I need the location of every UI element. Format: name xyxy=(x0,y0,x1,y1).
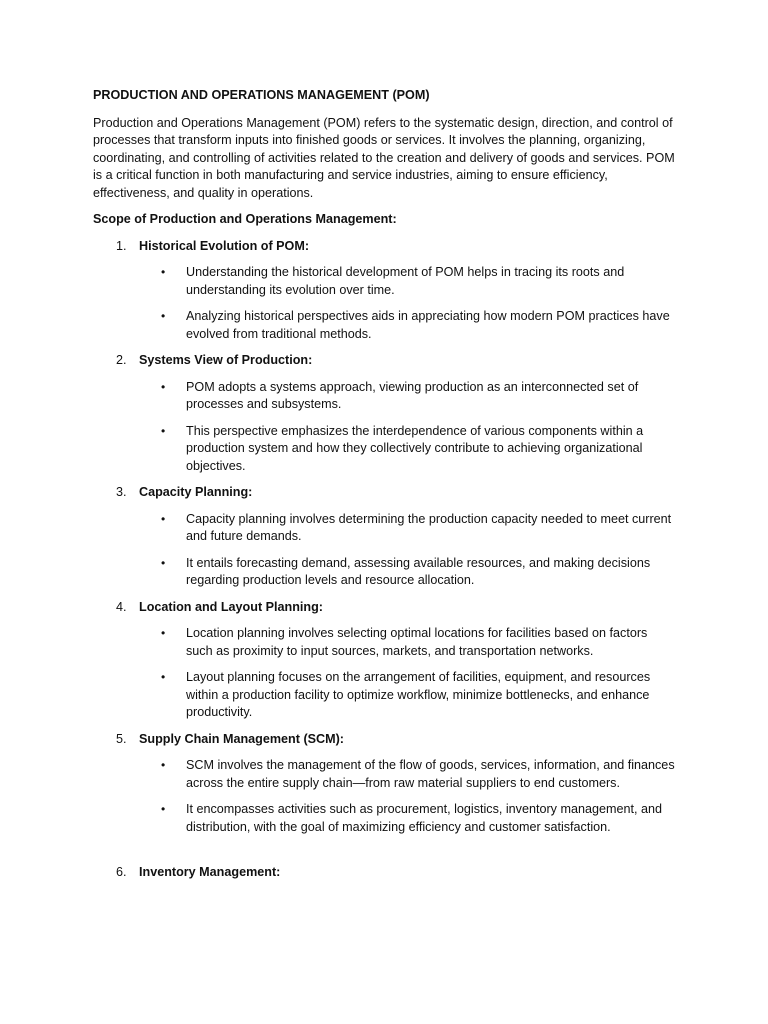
bullet-text: It entails forecasting demand, assessing available resources, and making decisions regarding production levels and resource allocation. xyxy=(186,555,651,587)
bullet-text: Analyzing historical perspectives aids in appreciating how modern POM practices have evolved from traditional methods. xyxy=(186,309,670,341)
section-number: 5. xyxy=(116,731,127,746)
bullet-icon: • xyxy=(161,265,166,279)
section-title: Supply Chain Management (SCM): xyxy=(139,731,345,746)
section-title: Systems View of Production: xyxy=(139,353,313,367)
bullet-item xyxy=(139,669,676,722)
section-item xyxy=(93,599,676,722)
section-title: Historical Evolution of POM: xyxy=(139,238,310,253)
section-item xyxy=(93,352,676,475)
bullet-text: POM adopts a systems approach, viewing production as an interconnected set of processes and subsystems. xyxy=(186,379,639,411)
bullet-icon: • xyxy=(161,802,166,816)
section-item xyxy=(93,484,676,590)
bullet-icon: • xyxy=(161,626,166,640)
bullet-text: Understanding the historical development of POM helps in tracing its roots and understanding its evolution over time. xyxy=(186,265,625,297)
bullet-item xyxy=(139,308,676,343)
bullet-text: Layout planning focuses on the arrangement of facilities, equipment, and resources within a production facility to optimize workflow, minimize bottlenecks, and enhance productivity. xyxy=(186,670,651,719)
section-number: 1. xyxy=(116,238,127,253)
bullet-list xyxy=(139,757,676,836)
document-title: PRODUCTION AND OPERATIONS MANAGEMENT (POM) xyxy=(93,88,430,102)
section-title: Location and Layout Planning: xyxy=(139,599,324,614)
sections-list xyxy=(93,238,676,882)
scope-heading: Scope of Production and Operations Management: xyxy=(93,212,397,226)
bullet-icon: • xyxy=(161,423,166,438)
bullet-text: Location planning involves selecting optimal locations for facilities based on factors such as proximity to input sources, markets, and transportation networks. xyxy=(186,626,648,658)
bullet-item xyxy=(139,264,676,299)
bullet-icon: • xyxy=(161,670,166,684)
section-number: 6. xyxy=(116,865,127,879)
bullet-item xyxy=(139,511,676,546)
intro-paragraph: Production and Operations Management (POM) refers to the systematic design, direction, and control of processes that transform inputs into finished goods or services. It involves the planning, organizing, coordinating, and controlling of activities related to the creation and delivery of goods and services. POM is a critical function in both manufacturing and service industries, aiming to ensure efficiency, effectiveness, and quality in operations. xyxy=(93,115,675,200)
section-number: 2. xyxy=(116,353,127,367)
section-title: Inventory Management: xyxy=(139,865,281,879)
bullet-text: It encompasses activities such as procurement, logistics, inventory management, and distribution, with the goal of maximizing efficiency and customer satisfaction. xyxy=(186,802,662,834)
bullet-item xyxy=(139,625,676,660)
bullet-list xyxy=(139,511,676,590)
bullet-icon: • xyxy=(161,758,166,772)
section-number: 3. xyxy=(116,485,127,499)
bullet-icon: • xyxy=(161,511,166,526)
bullet-item xyxy=(139,555,676,590)
bullet-list xyxy=(139,625,676,722)
section-item xyxy=(93,864,676,882)
bullet-text: This perspective emphasizes the interdependence of various components within a production system and how they collectively contribute to achieving organizational objectives. xyxy=(186,423,644,473)
bullet-icon: • xyxy=(161,555,166,570)
bullet-item xyxy=(139,757,676,792)
section-item xyxy=(93,238,676,344)
bullet-item xyxy=(139,379,676,414)
bullet-item xyxy=(139,423,676,476)
bullet-text: Capacity planning involves determining the production capacity needed to meet current and future demands. xyxy=(186,511,672,543)
section-number: 4. xyxy=(116,599,127,614)
section-spacer xyxy=(93,845,676,864)
bullet-list xyxy=(139,379,676,476)
bullet-text: SCM involves the management of the flow of goods, services, information, and finances across the entire supply chain—from raw material suppliers to end customers. xyxy=(186,758,675,790)
bullet-list xyxy=(139,264,676,343)
section-title: Capacity Planning: xyxy=(139,485,253,499)
bullet-item xyxy=(139,801,676,836)
bullet-icon: • xyxy=(161,379,166,394)
section-item xyxy=(93,731,676,837)
bullet-icon: • xyxy=(161,309,166,323)
